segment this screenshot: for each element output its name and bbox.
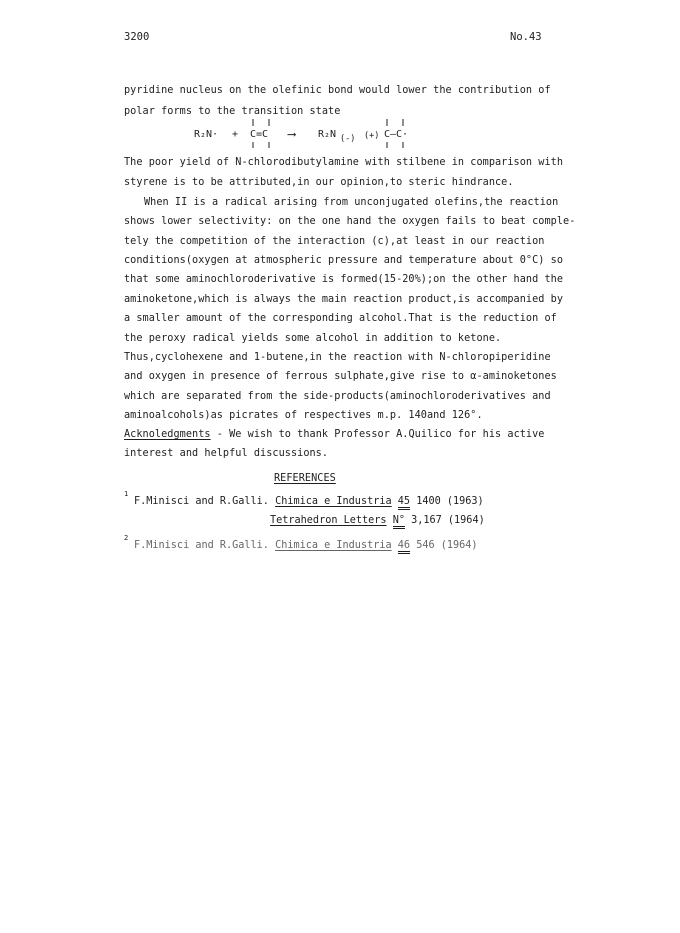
olefin: C=C — [250, 129, 269, 140]
text-line: styrene is to be attributed,in our opinion,to steric hindrance. — [124, 177, 514, 188]
text-line: a smaller amount of the corresponding alcohol.That is the reduction of — [124, 313, 557, 324]
text-line: tely the competition of the interaction (c),at least in our reaction — [124, 236, 545, 247]
reference-1-second — [270, 515, 485, 529]
text-line: shows lower selectivity: on the one hand the oxygen fails to beat comple- — [124, 216, 576, 227]
bond-lines — [0, 0, 680, 160]
reference-journal: Chimica e Industria — [275, 496, 392, 507]
acknowledgments — [124, 429, 544, 440]
reference-1 — [134, 496, 484, 510]
references-title: REFERENCES — [274, 473, 336, 484]
text-line: interest and helpful discussions. — [124, 448, 329, 459]
text-line: polar forms to the transition state — [124, 106, 341, 117]
reference-journal: Chimica e Industria — [275, 540, 392, 551]
negative-charge: (-) — [340, 134, 356, 144]
reference-issue: N° — [393, 515, 405, 529]
acknowledgments-heading: Acknoledgments — [124, 429, 211, 440]
text-line: aminoketone,which is always the main reaction product,is accompanied by — [124, 294, 564, 305]
reference-volume: 45 — [398, 496, 410, 510]
text-line: pyridine nucleus on the olefinic bond would lower the contribution of — [124, 85, 551, 96]
text-line: aminoalcohols)as picrates of respectives m.p. 140and 126°. — [124, 410, 483, 421]
reference-number: 1 — [124, 490, 129, 498]
text-line: and oxygen in presence of ferrous sulphate,give rise to α-aminoketones — [124, 371, 557, 382]
text-line: that some aminochloroderivative is formed(15-20%);on the other hand the — [124, 274, 564, 285]
reference-volume: 46 — [398, 540, 410, 554]
acknowledgments-text: - We wish to thank Professor A.Quilico for his active — [210, 429, 545, 440]
reaction-arrow: ⟶ — [288, 127, 296, 141]
text-line: conditions(oxygen at atmospheric pressure and temperature about 0°C) so — [124, 255, 564, 266]
reference-journal: Tetrahedron Letters — [270, 515, 387, 526]
text-line: which are separated from the side-products(aminochloroderivatives and — [124, 391, 551, 402]
text-line: Thus,cyclohexene and 1-butene,in the reaction with N-chloropiperidine — [124, 352, 551, 363]
reference-pages-year: 546 (1964) — [416, 540, 478, 551]
page-number: 3200 — [124, 31, 150, 43]
text-line: the peroxy radical yields some alcohol in addition to ketone. — [124, 333, 502, 344]
text-line: The poor yield of N-chlorodibutylamine with stilbene in comparison with — [124, 157, 564, 168]
product-amine: R₂N — [318, 129, 337, 140]
reference-authors: F.Minisci and R.Galli. — [134, 496, 269, 507]
reference-2 — [134, 540, 478, 554]
reference-pages-year: 1400 (1963) — [416, 496, 484, 507]
positive-charge: (+) — [364, 131, 380, 141]
plus-sign: + — [232, 129, 239, 140]
reference-authors: F.Minisci and R.Galli. — [134, 540, 269, 551]
reference-number: 2 — [124, 534, 129, 542]
reference-pages-year: 3,167 (1964) — [411, 515, 485, 526]
text-line: When II is a radical arising from unconjugated olefins,the reaction — [144, 197, 559, 208]
amino-radical: R₂N· — [194, 129, 219, 140]
product-radical: C—C· — [384, 129, 409, 140]
issue-number: No.43 — [510, 31, 542, 43]
